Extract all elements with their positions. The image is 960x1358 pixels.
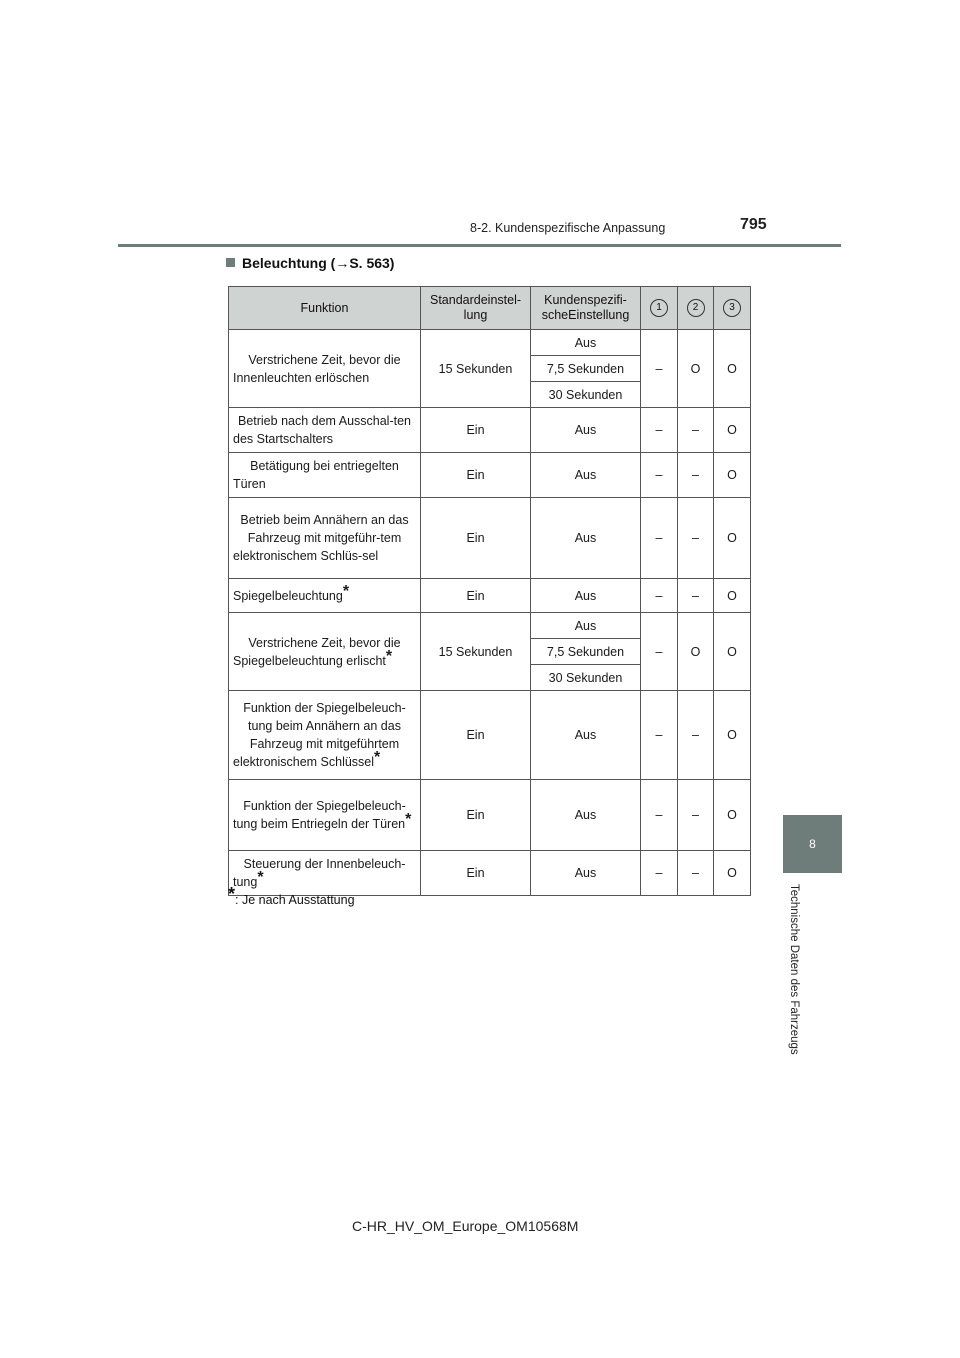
- c2-cell: –: [678, 780, 714, 851]
- c1-cell: –: [641, 498, 678, 579]
- table-row: [229, 498, 751, 579]
- default-cell: Ein: [421, 498, 531, 579]
- table-row: [229, 851, 751, 896]
- c2-cell: O: [678, 330, 714, 408]
- option-cell: 7,5 Sekunden: [531, 356, 641, 382]
- c2-cell: –: [678, 691, 714, 780]
- c3-cell: O: [714, 851, 751, 896]
- c1-cell: –: [641, 453, 678, 498]
- option-cell: Aus: [531, 851, 641, 896]
- c1-cell: –: [641, 780, 678, 851]
- c3-cell: O: [714, 613, 751, 691]
- footnote-text: : Je nach Ausstattung: [235, 893, 355, 907]
- default-cell: Ein: [421, 453, 531, 498]
- option-cell: Aus: [531, 780, 641, 851]
- document-code: C-HR_HV_OM_Europe_OM10568M: [352, 1218, 579, 1234]
- footnote: [228, 884, 355, 907]
- c1-cell: –: [641, 579, 678, 613]
- footnote-asterisk: *: [257, 869, 264, 886]
- function-cell: Funktion der Spiegelbeleuch-tung beim Entriegeln der Türen*: [229, 780, 421, 851]
- c3-cell: O: [714, 408, 751, 453]
- table-row: [229, 579, 751, 613]
- table-header-row: [229, 287, 751, 330]
- c3-cell: O: [714, 453, 751, 498]
- default-cell: 15 Sekunden: [421, 330, 531, 408]
- header-divider: [118, 244, 841, 247]
- option-cell: Aus: [531, 330, 641, 356]
- function-cell: Verstrichene Zeit, bevor die Spiegelbeleuchtung erlischt*: [229, 613, 421, 691]
- default-cell: Ein: [421, 691, 531, 780]
- option-cell: Aus: [531, 453, 641, 498]
- circled-number-3: 3: [723, 299, 741, 317]
- option-cell: Aus: [531, 691, 641, 780]
- table-row: [229, 780, 751, 851]
- c2-cell: –: [678, 851, 714, 896]
- chapter-tab: [783, 815, 842, 873]
- option-cell: 30 Sekunden: [531, 665, 641, 691]
- section-heading: [226, 255, 394, 271]
- table-row: [229, 691, 751, 780]
- default-cell: Ein: [421, 780, 531, 851]
- chapter-number: 8: [809, 837, 816, 851]
- column-header-3: [714, 287, 751, 330]
- default-cell: Ein: [421, 851, 531, 896]
- c1-cell: –: [641, 330, 678, 408]
- function-cell: Betrieb nach dem Ausschal-ten des Startschalters: [229, 408, 421, 453]
- footnote-asterisk: *: [342, 582, 350, 600]
- footnote-asterisk: *: [385, 647, 393, 665]
- square-bullet-icon: [226, 258, 235, 267]
- c3-cell: O: [714, 691, 751, 780]
- default-cell: Ein: [421, 408, 531, 453]
- option-cell: Aus: [531, 498, 641, 579]
- c3-cell: O: [714, 330, 751, 408]
- footnote-asterisk: *: [228, 884, 236, 904]
- column-header-1: [641, 287, 678, 330]
- function-cell: Betätigung bei entriegelten Türen: [229, 453, 421, 498]
- c1-cell: –: [641, 408, 678, 453]
- function-cell: Verstrichene Zeit, bevor die Innenleuchten erlöschen: [229, 330, 421, 408]
- c1-cell: –: [641, 851, 678, 896]
- option-cell: Aus: [531, 408, 641, 453]
- function-cell: Funktion der Spiegelbeleuch-tung beim Annähern an das Fahrzeug mit mitgeführtem elektronischem Schlüssel*: [229, 691, 421, 780]
- function-cell: Steuerung der Innenbeleuch-tung*: [229, 851, 421, 896]
- function-cell: Spiegelbeleuchtung*: [229, 579, 421, 613]
- option-cell: Aus: [531, 613, 641, 639]
- c1-cell: –: [641, 613, 678, 691]
- default-cell: Ein: [421, 579, 531, 613]
- option-cell: 30 Sekunden: [531, 382, 641, 408]
- page-number: 795: [740, 216, 767, 233]
- circled-number-1: 1: [650, 299, 668, 317]
- section-heading-text: Beleuchtung (→S. 563): [242, 255, 395, 271]
- column-header-standard: Standardeinstel-lung: [421, 287, 531, 330]
- footnote-asterisk: *: [405, 811, 412, 828]
- c3-cell: O: [714, 498, 751, 579]
- section-title: 8-2. Kundenspezifische Anpassung: [470, 221, 666, 235]
- settings-table: [228, 286, 751, 896]
- column-header-kunden: Kundenspezifi-scheEinstellung: [531, 287, 641, 330]
- circled-number-2: 2: [687, 299, 705, 317]
- c2-cell: –: [678, 498, 714, 579]
- chapter-label: Technische Daten des Fahrzeugs: [788, 884, 800, 1055]
- function-cell: Betrieb beim Annähern an das Fahrzeug mit mitgeführ-tem elektronischem Schlüs-sel: [229, 498, 421, 579]
- c3-cell: O: [714, 780, 751, 851]
- table-row: [229, 613, 751, 639]
- c2-cell: O: [678, 613, 714, 691]
- c1-cell: –: [641, 691, 678, 780]
- c2-cell: –: [678, 408, 714, 453]
- footnote-asterisk: *: [374, 749, 381, 766]
- table-row: [229, 453, 751, 498]
- c2-cell: –: [678, 579, 714, 613]
- table-row: [229, 408, 751, 453]
- column-header-2: [678, 287, 714, 330]
- column-header-funktion: Funktion: [229, 287, 421, 330]
- c2-cell: –: [678, 453, 714, 498]
- c3-cell: O: [714, 579, 751, 613]
- default-cell: 15 Sekunden: [421, 613, 531, 691]
- option-cell: 7,5 Sekunden: [531, 639, 641, 665]
- table-row: [229, 330, 751, 356]
- option-cell: Aus: [531, 579, 641, 613]
